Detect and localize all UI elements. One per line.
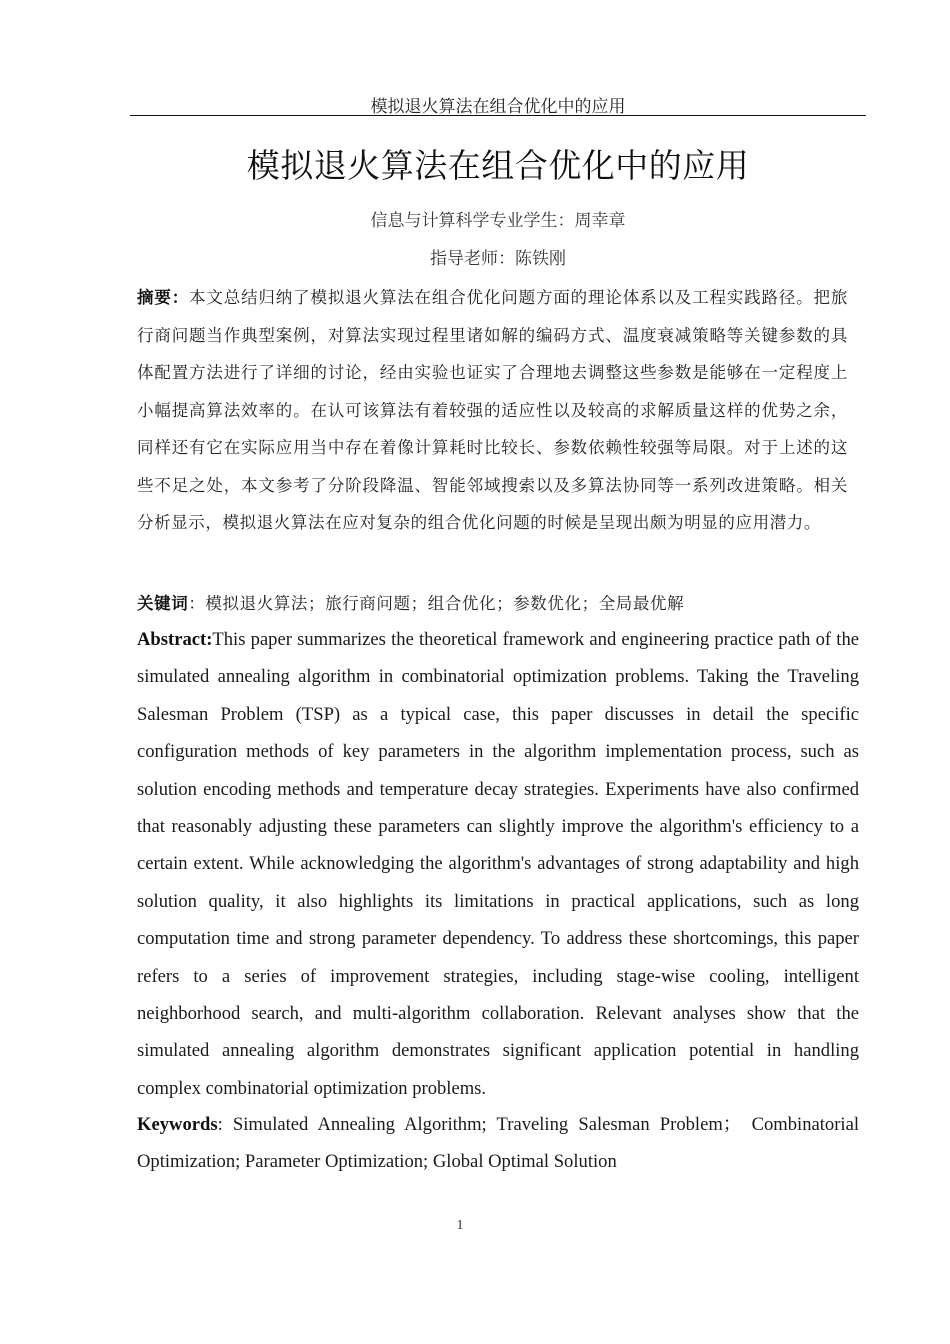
chinese-abstract-text: 本文总结归纳了模拟退火算法在组合优化问题方面的理论体系以及工程实践路径。把旅行商问题当作典型案例，对算法实现过程里诸如解的编码方式、温度衰减策略等关键参数的具体配置方法进行了详细的讨论，经由实验也证实了合理地去调整这些参数是能够在一定程度上小幅提高算法效率的。在认可该算法有着较强的适应性以及较高的求解质量这样的优势之余，同样还有它在实际应用当中存在着像计算耗时比较长、参数依赖性较强等局限。对于上述的这些不足之处，本文参考了分阶段降温、智能邻域搜索以及多算法协同等一系列改进策略。相关分析显示，模拟退火算法在应对复杂的组合优化问题的时候是呈现出颇为明显的应用潜力。 (137, 288, 848, 532)
english-keywords-text: : Simulated Annealing Algorithm; Traveling Salesman Problem； Combinatorial Optimization; Parameter Optimization; Global Optimal Solution (137, 1114, 859, 1173)
chinese-keywords-label: 关键词 (137, 594, 189, 613)
chinese-keywords (137, 589, 848, 619)
chinese-abstract (137, 279, 848, 542)
author-line: 信息与计算科学专业学生：周幸章 (370, 211, 626, 231)
page-number: 1 (456, 1218, 464, 1233)
advisor-line: 指导老师：陈铁刚 (430, 249, 566, 269)
english-abstract (137, 621, 859, 1107)
english-abstract-text: This paper summarizes the theoretical framework and engineering practice path of the simulated annealing algorithm in combinatorial optimization problems. Taking the Traveling Salesman Problem (TSP) as a typical case, this paper discusses in detail the specific configuration methods of key parameters in the algorithm implementation process, such as solution encoding methods and temperature decay strategies. Experiments have also confirmed that reasonably adjusting these parameters can slightly improve the algorithm's efficiency to a certain extent. While acknowledging the algorithm's advantages of strong adaptability and high solution quality, it also highlights its limitations in practical applications, such as long computation time and strong parameter dependency. To address these shortcomings, this paper refers to a series of improvement strategies, including stage-wise cooling, intelligent neighborhood search, and multi-algorithm collaboration. Relevant analyses show that the simulated annealing algorithm demonstrates significant application potential in handling complex combinatorial optimization problems. (137, 629, 859, 1099)
chinese-abstract-label: 摘要： (137, 288, 190, 307)
english-keywords-label: Keywords (137, 1114, 218, 1135)
english-keywords (137, 1106, 859, 1181)
paper-title: 模拟退火算法在组合优化中的应用 (246, 146, 750, 185)
chinese-keywords-text: ：模拟退火算法；旅行商问题；组合优化；参数优化；全局最优解 (188, 594, 685, 613)
running-header: 模拟退火算法在组合优化中的应用 (370, 97, 626, 117)
english-abstract-label: Abstract: (137, 629, 213, 650)
header-rule (130, 115, 866, 116)
